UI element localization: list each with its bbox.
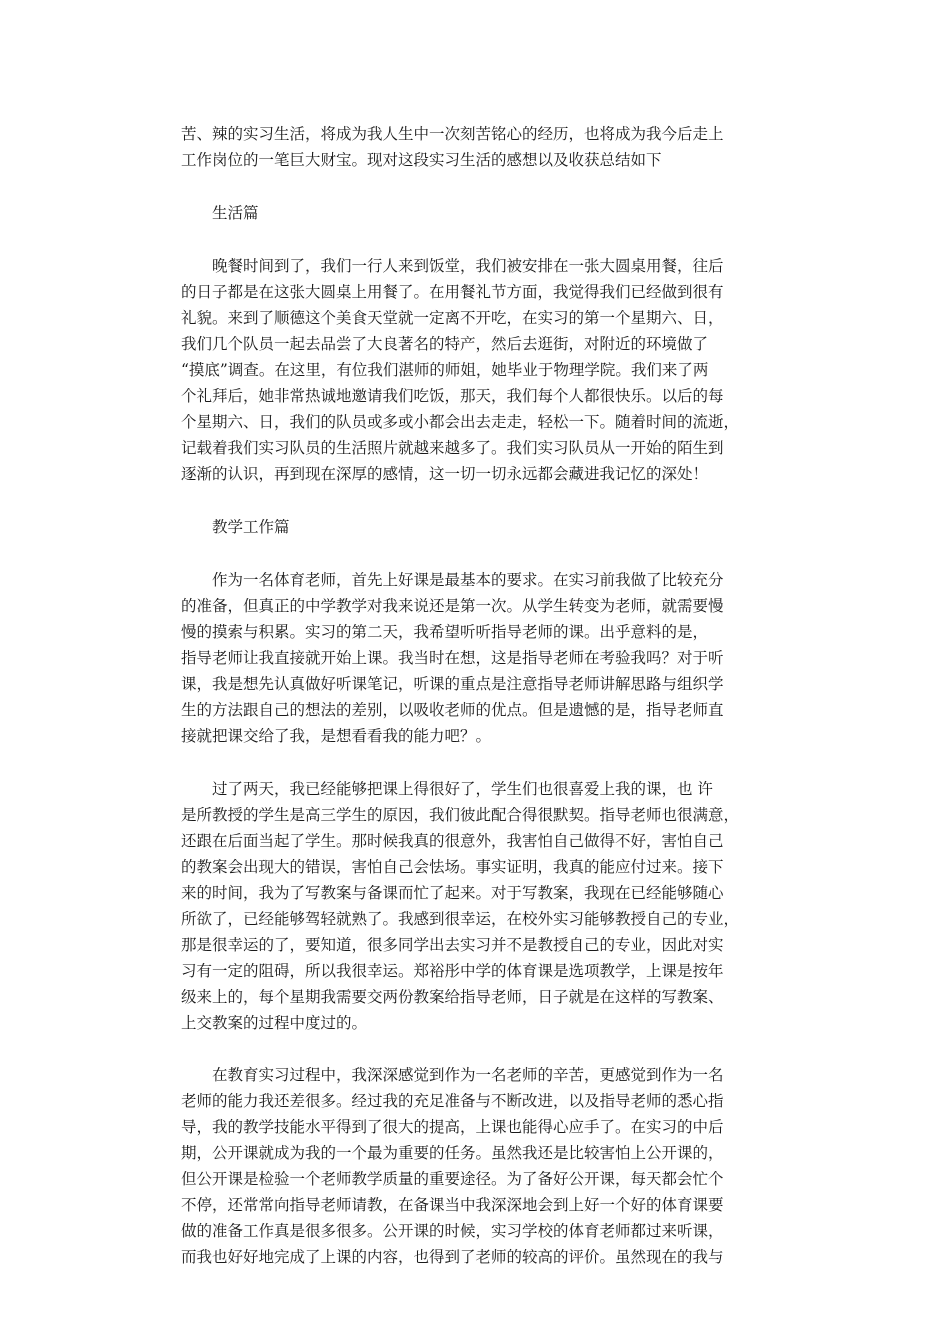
teaching-p2-line-2: 是所教授的学生是高三学生的原因，我们彼此配合得很默契。指导老师也很满意，	[181, 806, 740, 824]
teaching-p2-line-10: 上交教案的过程中度过的。	[181, 1014, 368, 1032]
teaching-p2-line-7: 那是很幸运的了，要知道，很多同学出去实习并不是教授自己的专业，因此对实	[181, 936, 724, 954]
life-line-7: 个星期六、日，我们的队员或多或小都会出去走走，轻松一下。随着时间的流逝，	[181, 413, 740, 431]
section-heading-life: 生活篇	[212, 204, 259, 222]
teaching-p1-line-3: 慢的摸索与积累。实习的第二天，我希望听听指导老师的课。出乎意料的是，	[181, 623, 709, 641]
teaching-p2-line-5: 来的时间，我为了写教案与备课而忙了起来。对于写教案，我现在已经能够随心	[181, 884, 724, 902]
life-line-6: 个礼拜后，她非常热诚地邀请我们吃饭，那天，我们每个人都很快乐。以后的每	[181, 387, 724, 405]
life-line-2: 的日子都是在这张大圆桌上用餐了。在用餐礼节方面，我觉得我们已经做到很有	[181, 283, 724, 301]
teaching-p1-line-4: 指导老师让我直接就开始上课。我当时在想，这是指导老师在考验我吗？对于听	[181, 649, 724, 667]
teaching-p1-line-5: 课，我是想先认真做好听课笔记，听课的重点是注意指导老师讲解思路与组织学	[181, 675, 724, 693]
teaching-p3-line-5: 但公开课是检验一个老师教学质量的重要途径。为了备好公开课，每天都会忙个	[181, 1170, 724, 1188]
life-line-8: 记载着我们实习队员的生活照片就越来越多了。我们实习队员从一开始的陌生到	[181, 439, 724, 457]
document-body	[181, 0, 781, 1344]
teaching-p2-line-6: 所欲了，已经能够驾轻就熟了。我感到很幸运，在校外实习能够教授自己的专业，	[181, 910, 740, 928]
teaching-p2-line-3: 还跟在后面当起了学生。那时候我真的很意外，我害怕自己做得不好，害怕自己	[181, 832, 724, 850]
life-line-1: 晚餐时间到了，我们一行人来到饭堂，我们被安排在一张大圆桌用餐，往后	[212, 257, 724, 275]
intro-line-2: 工作岗位的一笔巨大财宝。现对这段实习生活的感想以及收获总结如下	[181, 151, 662, 169]
life-line-5: “摸底”调查。在这里，有位我们湛师的师姐，她毕业于物理学院。我们来了两	[181, 361, 709, 379]
teaching-p2-line-4: 的教案会出现大的错误，害怕自己会怯场。事实证明，我真的能应付过来。接下	[181, 858, 724, 876]
teaching-p3-line-6: 不停，还常常向指导老师请教，在备课当中我深深地会到上好一个好的体育课要	[181, 1196, 724, 1214]
section-heading-teaching: 教学工作篇	[212, 518, 290, 536]
teaching-p1-line-2: 的准备，但真正的中学教学对我来说还是第一次。从学生转变为老师，就需要慢	[181, 597, 724, 615]
intro-line-1: 苦、辣的实习生活，将成为我人生中一次刻苦铭心的经历，也将成为我今后走上	[181, 125, 724, 143]
teaching-p3-line-7: 做的准备工作真是很多很多。公开课的时候，实习学校的体育老师都过来听课，	[181, 1222, 724, 1240]
teaching-p2-line-1: 过了两天，我已经能够把课上得很好了，学生们也很喜爱上我的课，也 许	[212, 780, 713, 798]
life-line-3: 礼貌。来到了顺德这个美食天堂就一定离不开吃，在实习的第一个星期六、日，	[181, 309, 724, 327]
teaching-p1-line-1: 作为一名体育老师，首先上好课是最基本的要求。在实习前我做了比较充分	[212, 571, 724, 589]
teaching-p3-line-3: 导，我的教学技能水平得到了很大的提高，上课也能得心应手了。在实习的中后	[181, 1118, 724, 1136]
teaching-p2-line-8: 习有一定的阻碍，所以我很幸运。郑裕彤中学的体育课是选项教学，上课是按年	[181, 962, 724, 980]
teaching-p1-line-7: 接就把课交给了我，是想看看我的能力吧？。	[181, 727, 492, 745]
teaching-p2-line-9: 级来上的，每个星期我需要交两份教案给指导老师，日子就是在这样的写教案、	[181, 988, 724, 1006]
teaching-p3-line-8: 而我也好好地完成了上课的内容，也得到了老师的较高的评价。虽然现在的我与	[181, 1248, 724, 1266]
life-line-4: 我们几个队员一起去品尝了大良著名的特产，然后去逛街，对附近的环境做了	[181, 335, 709, 353]
life-line-9: 逐渐的认识，再到现在深厚的感情，这一切一切永远都会藏进我记忆的深处！	[181, 465, 709, 483]
teaching-p3-line-2: 老师的能力我还差很多。经过我的充足准备与不断改进，以及指导老师的悉心指	[181, 1092, 724, 1110]
teaching-p1-line-6: 生的方法跟自己的想法的差别，以吸收老师的优点。但是遗憾的是，指导老师直	[181, 701, 724, 719]
teaching-p3-line-4: 期，公开课就成为我的一个最为重要的任务。虽然我还是比较害怕上公开课的，	[181, 1144, 724, 1162]
teaching-p3-line-1: 在教育实习过程中，我深深感觉到作为一名老师的辛苦，更感觉到作为一名	[212, 1066, 724, 1084]
